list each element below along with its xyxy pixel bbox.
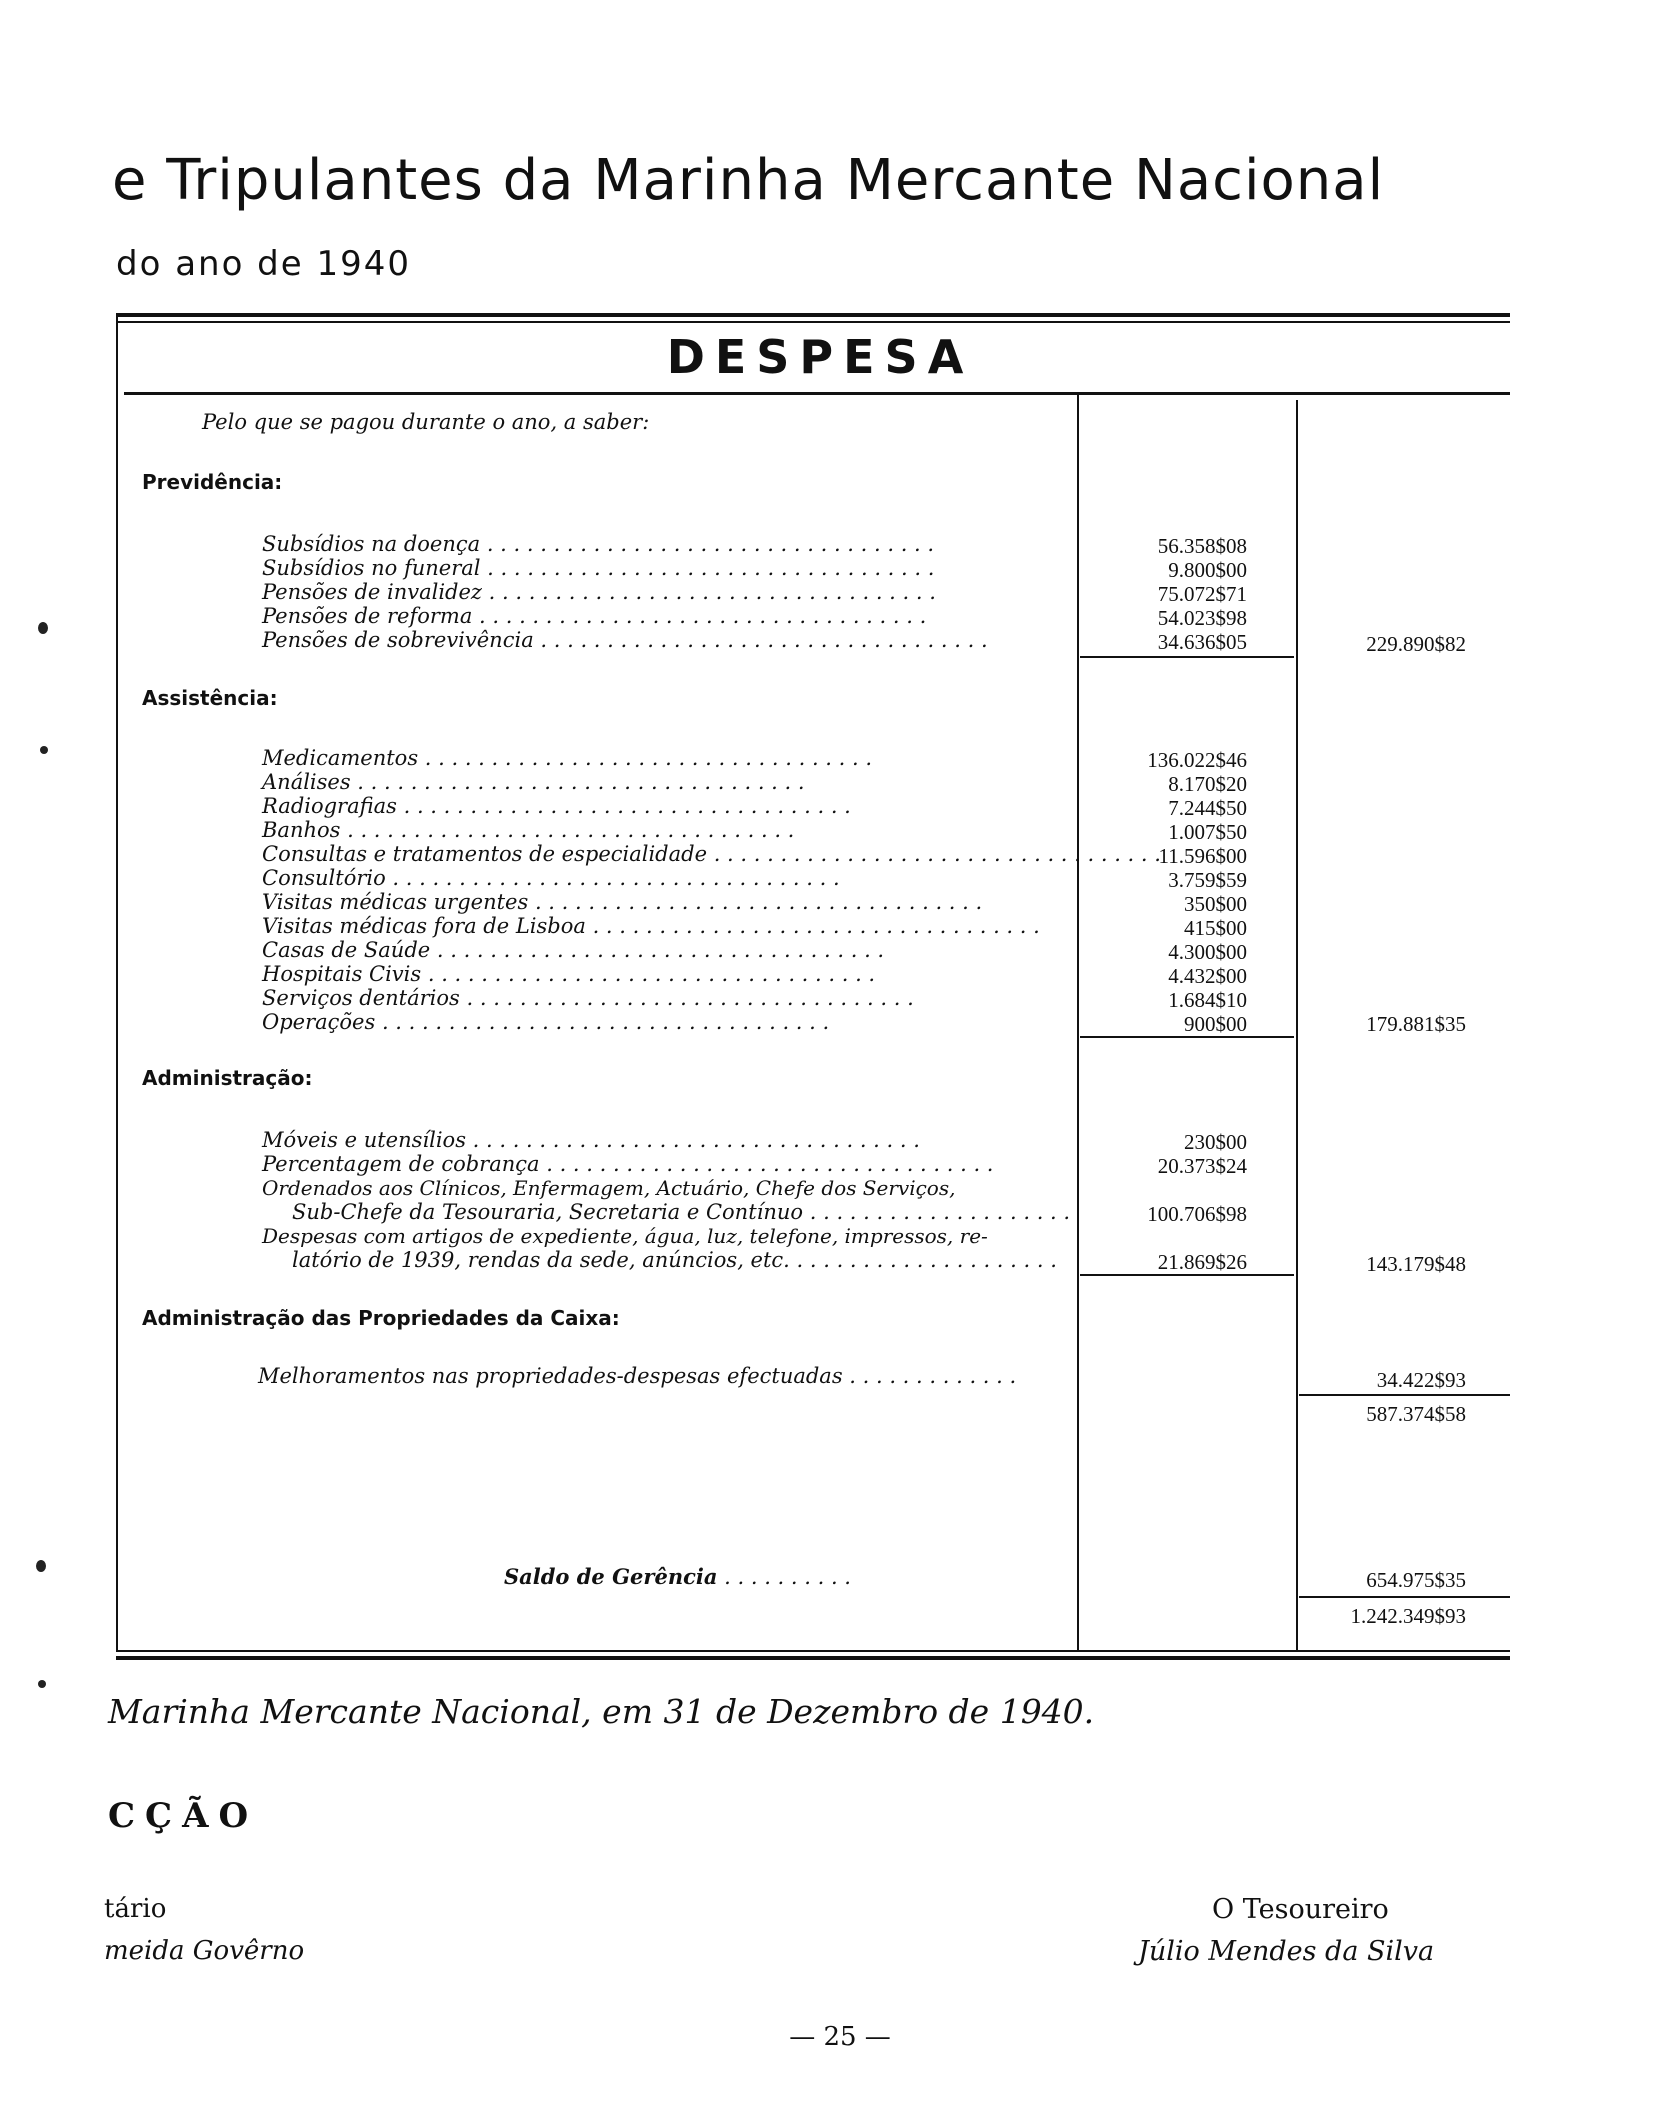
item-value: 1.007$50 xyxy=(1168,820,1247,844)
list-item: Pensões de reforma . . . . . . . . . . . . . . . . . . . . . . . . . . . . . . . . . . xyxy=(262,604,927,628)
item-value: 54.023$98 xyxy=(1157,606,1247,630)
list-item: Despesas com artigos de expediente, água, luz, telefone, impressos, re- xyxy=(262,1224,988,1248)
left-signatory-role: tário xyxy=(104,1894,167,1924)
grand-total-rule xyxy=(1299,1596,1510,1598)
list-item: Visitas médicas urgentes . . . . . . . . . . . . . . . . . . . . . . . . . . . . . . . . . . xyxy=(262,890,983,914)
table-bottom-rule-thick xyxy=(116,1656,1510,1660)
scan-speck xyxy=(40,746,48,754)
subtotal-value: 587.374$58 xyxy=(1366,1402,1466,1426)
list-item: Subsídios no funeral . . . . . . . . . . . . . . . . . . . . . . . . . . . . . . . . . . xyxy=(262,556,935,580)
section-title-propriedades: Administração das Propriedades da Caixa: xyxy=(142,1306,620,1330)
table-top-rule xyxy=(116,313,1510,317)
subtotal-rule xyxy=(1080,656,1294,658)
item-value: 34.636$05 xyxy=(1157,630,1247,654)
item-value: 9.800$00 xyxy=(1168,558,1247,582)
item-value: 1.684$10 xyxy=(1168,988,1247,1012)
item-value: 3.759$59 xyxy=(1168,868,1247,892)
item-value: 230$00 xyxy=(1184,1130,1247,1154)
section-total: 229.890$82 xyxy=(1366,632,1466,656)
item-value: 20.373$24 xyxy=(1157,1154,1247,1178)
section-title-administracao: Administração: xyxy=(142,1066,313,1090)
saldo-value: 654.975$35 xyxy=(1366,1568,1466,1592)
list-item: Radiografias . . . . . . . . . . . . . . . . . . . . . . . . . . . . . . . . . . xyxy=(262,794,851,818)
item-value: 136.022$46 xyxy=(1147,748,1247,772)
page-number: — 25 — xyxy=(789,2022,891,2052)
scan-speck xyxy=(36,1560,46,1572)
section-total: 143.179$48 xyxy=(1366,1252,1466,1276)
scan-speck xyxy=(38,1680,46,1688)
subtotal-rule xyxy=(1080,1036,1294,1038)
list-item: Consultas e tratamentos de especialidade . . . . . . . . . . . . . . . . . . . . . . . . . . . . . . . . . . xyxy=(262,842,1161,866)
intro-text: Pelo que se pagou durante o ano, a saber: xyxy=(202,410,650,434)
subtotal-rule xyxy=(1299,1394,1510,1396)
list-item: Ordenados aos Clínicos, Enfermagem, Actuário, Chefe dos Serviços, xyxy=(262,1176,956,1200)
treasurer-role: O Tesoureiro xyxy=(1212,1894,1389,1925)
page-title: e Tripulantes da Marinha Mercante Nacional xyxy=(112,148,1385,213)
list-item: Hospitais Civis . . . . . . . . . . . . . . . . . . . . . . . . . . . . . . . . . . xyxy=(262,962,876,986)
item-value: 4.300$00 xyxy=(1168,940,1247,964)
list-item: Percentagem de cobrança . . . . . . . . . . . . . . . . . . . . . . . . . . . . . . . . . . xyxy=(262,1152,994,1176)
section-title-previdencia: Previdência: xyxy=(142,470,283,494)
list-item: Medicamentos . . . . . . . . . . . . . . . . . . . . . . . . . . . . . . . . . . xyxy=(262,746,873,770)
list-item: Pensões de sobrevivência . . . . . . . . . . . . . . . . . . . . . . . . . . . . . . . . . . xyxy=(262,628,988,652)
item-value: 900$00 xyxy=(1184,1012,1247,1036)
left-border xyxy=(116,315,118,1652)
list-item: Serviços dentários . . . . . . . . . . . . . . . . . . . . . . . . . . . . . . . . . . xyxy=(262,986,914,1010)
list-item: Banhos . . . . . . . . . . . . . . . . . . . . . . . . . . . . . . . . . . xyxy=(262,818,795,842)
table-bottom-rule xyxy=(116,1650,1510,1652)
item-value: 350$00 xyxy=(1184,892,1247,916)
item-value: 11.596$00 xyxy=(1158,844,1247,868)
treasurer-name: Júlio Mendes da Silva xyxy=(1138,1936,1435,1967)
saldo-label: Saldo de Gerência . . . . . . . . . . xyxy=(504,1564,851,1589)
item-value: 4.432$00 xyxy=(1168,964,1247,988)
scan-speck xyxy=(38,622,48,634)
grand-total-value: 1.242.349$93 xyxy=(1350,1604,1466,1628)
list-item: Pensões de invalidez . . . . . . . . . . . . . . . . . . . . . . . . . . . . . . . . . . xyxy=(262,580,936,604)
place-date: Marinha Mercante Nacional, em 31 de Dezembro de 1940. xyxy=(108,1692,1095,1731)
list-item: Análises . . . . . . . . . . . . . . . . . . . . . . . . . . . . . . . . . . xyxy=(262,770,805,794)
heading-underline xyxy=(124,392,1510,395)
left-signatory-name: meida Govêrno xyxy=(104,1936,305,1966)
list-item-continuation: Sub-Chefe da Tesouraria, Secretaria e Contínuo . . . . . . . . . . . . . . . . . . . . xyxy=(292,1200,1071,1224)
section-total: 34.422$93 xyxy=(1376,1368,1466,1392)
item-value: 21.869$26 xyxy=(1157,1250,1247,1274)
section-title-assistencia: Assistência: xyxy=(142,686,278,710)
section-fragment-heading: CÇÃO xyxy=(108,1796,259,1836)
column-divider-1 xyxy=(1077,394,1079,1650)
list-item: Móveis e utensílios . . . . . . . . . . . . . . . . . . . . . . . . . . . . . . . . . . xyxy=(262,1128,920,1152)
list-item: Operações . . . . . . . . . . . . . . . . . . . . . . . . . . . . . . . . . . xyxy=(262,1010,830,1034)
list-item: Consultório . . . . . . . . . . . . . . . . . . . . . . . . . . . . . . . . . . xyxy=(262,866,840,890)
table-heading: DESPESA xyxy=(666,330,974,384)
item-value: 8.170$20 xyxy=(1168,772,1247,796)
page-subtitle: do ano de 1940 xyxy=(116,244,412,284)
item-value: 415$00 xyxy=(1184,916,1247,940)
table-top-rule-thin xyxy=(116,321,1510,323)
section-total: 179.881$35 xyxy=(1366,1012,1466,1036)
list-item: Subsídios na doença . . . . . . . . . . . . . . . . . . . . . . . . . . . . . . . . . . xyxy=(262,532,935,556)
list-item: Melhoramentos nas propriedades-despesas efectuadas . . . . . . . . . . . . . xyxy=(258,1364,1017,1388)
column-divider-2 xyxy=(1296,400,1298,1650)
item-value: 56.358$08 xyxy=(1157,534,1247,558)
item-value: 7.244$50 xyxy=(1168,796,1247,820)
list-item: Casas de Saúde . . . . . . . . . . . . . . . . . . . . . . . . . . . . . . . . . . xyxy=(262,938,885,962)
list-item: Visitas médicas fora de Lisboa . . . . . . . . . . . . . . . . . . . . . . . . . . . . . . . . . . xyxy=(262,914,1040,938)
list-item-continuation: latório de 1939, rendas da sede, anúncios, etc. . . . . . . . . . . . . . . . . . . . . xyxy=(292,1248,1057,1272)
subtotal-rule xyxy=(1080,1274,1294,1276)
item-value: 75.072$71 xyxy=(1157,582,1247,606)
item-value: 100.706$98 xyxy=(1147,1202,1247,1226)
